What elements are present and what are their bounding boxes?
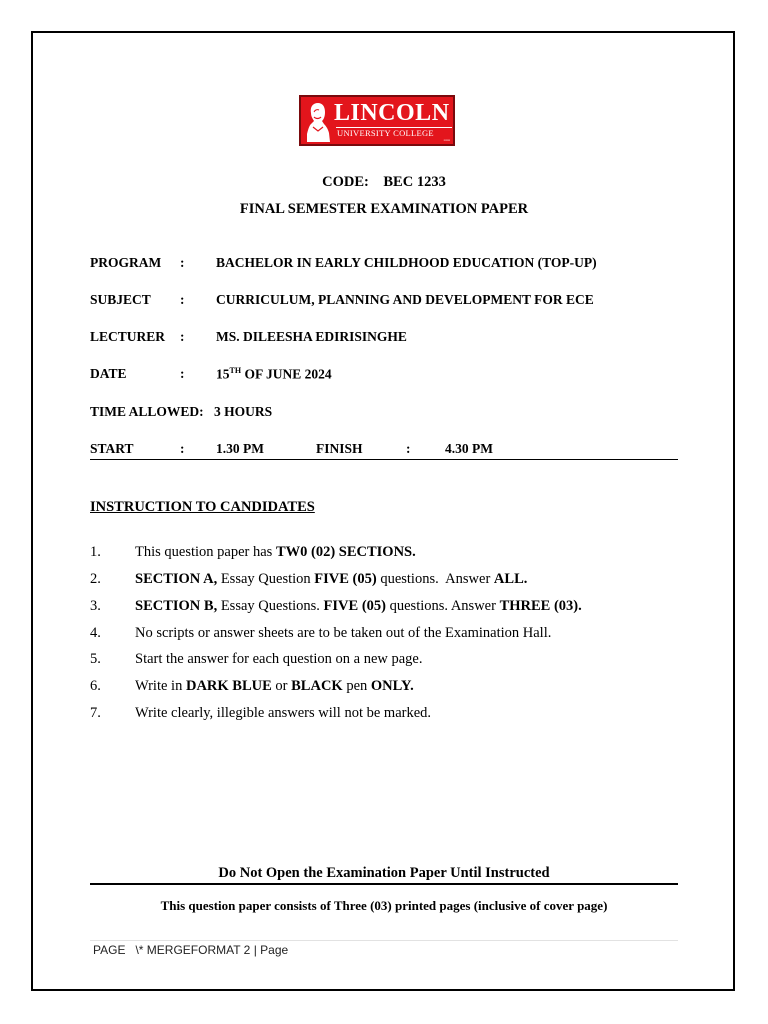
lecturer-label: LECTURER [90, 329, 166, 344]
time-allowed-row [90, 404, 680, 422]
instruction-text-part: questions. Answer [376, 571, 494, 587]
date-suffix: TH [229, 366, 242, 375]
subject-colon: : [180, 292, 185, 307]
program-row [90, 255, 680, 273]
instruction-text: Start the answer for each question on a new page. [135, 651, 423, 667]
instruction-item [90, 571, 680, 591]
instruction-number: 4. [90, 625, 101, 641]
logo-subtitle: UNIVERSITY COLLEGE [337, 128, 434, 138]
page-footer-rule [90, 940, 678, 941]
lincoln-logo [299, 95, 455, 146]
finish-value: 4.30 PM [445, 441, 493, 456]
instruction-text: No scripts or answer sheets are to be taken out of the Examination Hall. [135, 625, 552, 641]
instruction-emphasis: THREE (03). [499, 598, 582, 614]
start-value: 1.30 PM [216, 441, 264, 456]
instructions-heading: INSTRUCTION TO CANDIDATES [90, 499, 315, 515]
instruction-text-part: Essay Questions. [217, 598, 324, 614]
instruction-emphasis: ALL. [493, 571, 528, 587]
instruction-emphasis: ONLY. [370, 678, 414, 694]
lecturer-value: MS. DILEESHA EDIRISINGHE [216, 329, 407, 344]
date-day: 15 [216, 366, 230, 382]
subject-row [90, 292, 680, 310]
program-label: PROGRAM [90, 255, 162, 270]
subject-value: CURRICULUM, PLANNING AND DEVELOPMENT FOR ECE [216, 292, 594, 307]
info-divider [90, 459, 678, 460]
instruction-number: 5. [90, 651, 101, 667]
exam-title: FINAL SEMESTER EXAMINATION PAPER [239, 201, 529, 217]
finish-label: FINISH [316, 441, 363, 456]
date-rest: OF JUNE 2024 [241, 366, 332, 382]
instruction-item [90, 625, 680, 645]
page-number-field: PAGE \* MERGEFORMAT 2 | Page [93, 943, 289, 957]
instruction-item [90, 705, 680, 725]
time-allowed-label: TIME ALLOWED: [90, 404, 204, 419]
instruction-number: 2. [90, 571, 101, 587]
instruction-item [90, 678, 680, 698]
code-value: BEC 1233 [383, 174, 446, 190]
instruction-text: Write clearly, illegible answers will not be marked. [135, 705, 432, 721]
do-not-open-warning: Do Not Open the Examination Paper Until Instructed [218, 865, 550, 881]
instruction-item [90, 651, 680, 671]
start-label: START [90, 441, 134, 456]
instruction-text-part: questions. Answer [385, 598, 500, 614]
footer-divider [90, 883, 678, 885]
instruction-emphasis: TW0 (02) SECTIONS. [275, 544, 416, 560]
logo-fine-print: ▪▪▪▪▪▪ [443, 138, 450, 142]
finish-colon: : [406, 441, 411, 456]
instruction-emphasis: FIVE (05) [314, 571, 377, 587]
program-colon: : [180, 255, 185, 270]
date-colon: : [180, 366, 185, 381]
program-value: BACHELOR IN EARLY CHILDHOOD EDUCATION (TOP-UP) [216, 255, 597, 270]
time-allowed-value: 3 HOURS [214, 404, 273, 419]
instruction-text-part: or [271, 678, 292, 694]
instruction-number: 6. [90, 678, 101, 694]
instruction-emphasis: DARK BLUE [185, 678, 272, 694]
instruction-number: 1. [90, 544, 101, 560]
code-label: CODE: [322, 174, 369, 190]
subject-label: SUBJECT [90, 292, 151, 307]
date-value [216, 366, 332, 383]
page-count-note: This question paper consists of Three (03) printed pages (inclusive of cover page) [160, 898, 608, 913]
instruction-emphasis: SECTION B, [135, 598, 218, 614]
start-finish-row [90, 441, 680, 459]
course-code-line [0, 174, 768, 191]
lecturer-colon: : [180, 329, 185, 344]
instruction-text [135, 571, 527, 588]
instruction-number: 3. [90, 598, 101, 614]
lincoln-bust-icon [305, 100, 331, 143]
instruction-number: 7. [90, 705, 101, 721]
instruction-text-part: This question paper has [135, 544, 276, 560]
instruction-text [135, 678, 414, 695]
instruction-emphasis: BLACK [291, 678, 343, 694]
date-label: DATE [90, 366, 127, 381]
instruction-item [90, 544, 680, 564]
instruction-text [135, 598, 582, 615]
instruction-emphasis: SECTION A, [135, 571, 218, 587]
lecturer-row [90, 329, 680, 347]
instruction-text-part: pen [342, 678, 371, 694]
instruction-item [90, 598, 680, 618]
logo-name: LINCOLN [334, 100, 450, 126]
instruction-text [135, 544, 416, 561]
instruction-emphasis: FIVE (05) [323, 598, 386, 614]
instruction-text-part: Write in [135, 678, 186, 694]
instruction-text-part: Essay Question [217, 571, 315, 587]
date-row [90, 366, 680, 384]
start-colon: : [180, 441, 185, 456]
